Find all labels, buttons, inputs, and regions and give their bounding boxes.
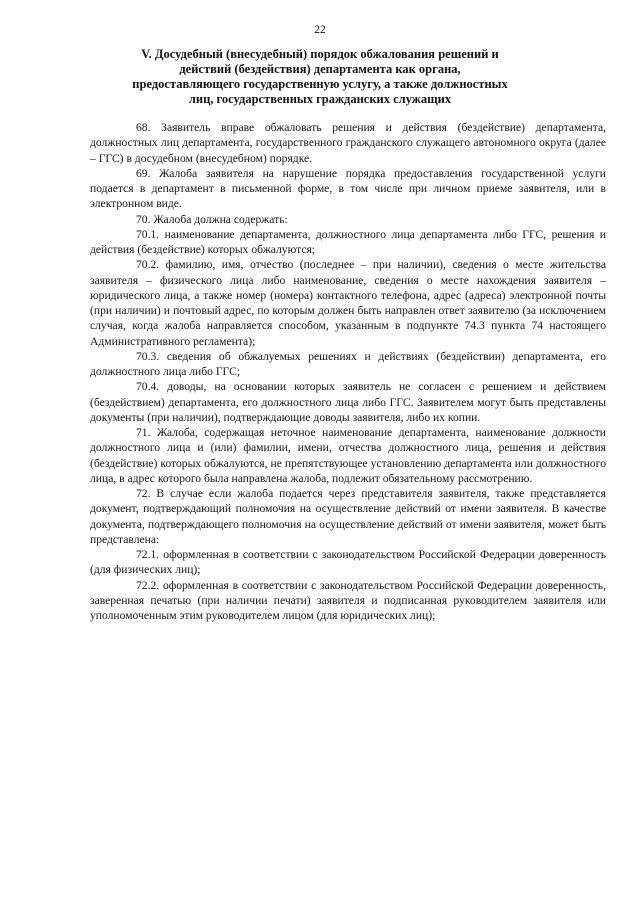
paragraph-70-2: 70.2. фамилию, имя, отчество (последнее – при наличии), сведения о месте жительства заявителя – физического лица либо наименование, сведения о месте нахождения заявителя – юридического лица, а также номер (номера) контактного телефона, адрес (адреса) электронной почты (при наличии) и почтовый адрес, по которым должен быть направлен ответ заявителю (за исключением случая, когда жалоба направляется способом, указанным в подпункте 74.3 пункта 74 настоящего Административного регламента); bbox=[90, 258, 606, 348]
section-title bbox=[100, 47, 540, 107]
page-number: 22 bbox=[314, 24, 326, 36]
section-title-line: лиц, государственных гражданских служащих bbox=[188, 92, 452, 106]
paragraph-70: 70. Жалоба должна содержать: bbox=[136, 212, 288, 226]
paragraph-69: 69. Жалоба заявителя на нарушение порядка предоставления государственной услуги подается в департамент в письменной форме, в том числе при личном приеме заявителя, или в электронном виде. bbox=[90, 166, 606, 211]
paragraph-68: 68. Заявитель вправе обжаловать решения и действия (бездействие) департамента, должностных лиц департамента, государственного гражданского служащего автономного округа (далее – ГГС) в досудебном (внесудебном) порядке. bbox=[90, 121, 606, 165]
paragraph-70-4: 70.4. доводы, на основании которых заявитель не согласен с решением и действием (бездействием) департамента, его должностного лица либо ГГС. Заявителем могут быть представлены документы (при наличии), подтверждающие доводы заявителя, либо их копии. bbox=[90, 380, 606, 424]
section-title-line: V. Досудебный (внесудебный) порядок обжалования решений и bbox=[141, 47, 499, 61]
paragraph-72-2: 72.2. оформленная в соответствии с законодательством Российской Федерации доверенность, заверенная печатью (при наличии печати) заявителя и подписанная руководителем заявителя или уполномоченным этим руководителем лицом (для юридических лиц); bbox=[90, 578, 606, 622]
section-title-line: предоставляющего государственную услугу, а также должностных bbox=[132, 77, 508, 91]
paragraph-72: 72. В случае если жалоба подается через представителя заявителя, также представляется документ, подтверждающий полномочия на осуществление действий от имени заявителя. В качестве документа, подтверждающего полномочия на осуществление действий от имени заявителя, может быть представлена: bbox=[90, 487, 606, 546]
paragraph-70-3: 70.3. сведения об обжалуемых решениях и действиях (бездействии) департамента, его должностного лица либо ГГС; bbox=[90, 349, 606, 378]
document-body bbox=[90, 120, 606, 623]
paragraph-72-1: 72.1. оформленная в соответствии с законодательством Российской Федерации доверенность (для физических лиц); bbox=[90, 548, 606, 577]
paragraph-70-1: 70.1. наименование департамента, должностного лица департамента либо ГГС, решения и действия (бездействие) которых обжалуются; bbox=[90, 227, 606, 256]
section-title-line: действий (бездействия) департамента как органа, bbox=[179, 62, 461, 76]
paragraph-71: 71. Жалоба, содержащая неточное наименование департамента, наименование должности должностного лица и (или) фамилии, имени, отчества должностного лица, решения и действия (бездействие) которых обжалуются, не препятствующее установлению департамента или должностного лица, в адрес которого была направлена жалоба, подлежит обязательному рассмотрению. bbox=[90, 426, 606, 485]
